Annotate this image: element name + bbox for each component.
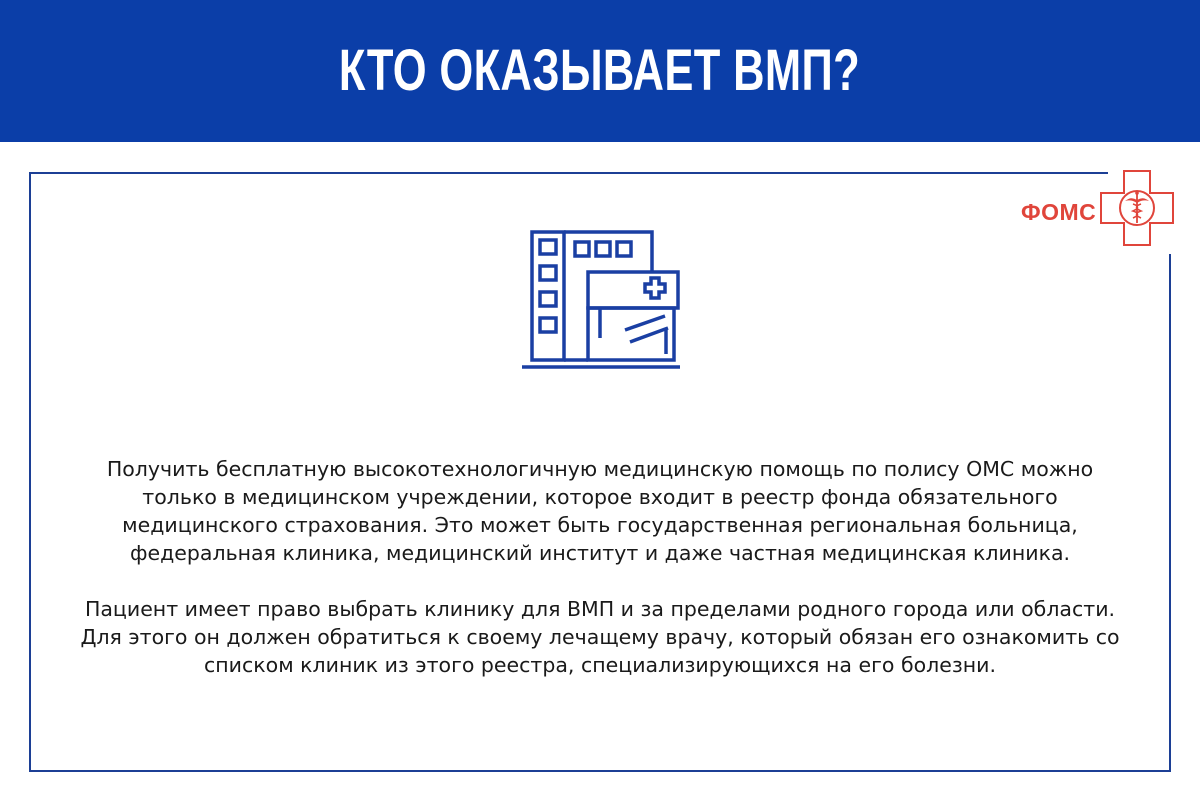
hospital-building-icon <box>520 228 682 372</box>
foms-logo-text: ФОМС <box>1021 199 1097 225</box>
medical-cross-caduceus-icon <box>1098 168 1176 248</box>
header-banner <box>0 0 1200 142</box>
page-title: КТО ОКАЗЫВАЕТ ВМП? <box>339 38 861 103</box>
body-text <box>40 455 1160 679</box>
foms-logo <box>1016 168 1180 250</box>
paragraph-2: Пациент имеет право выбрать клинику для ВМП и за пределами родного города или области. Для этого он должен обратиться к своему лечащему врачу, который обязан его ознакомить со списком клиник из этого реестра, специализирующихся на его болезни. <box>80 597 1120 677</box>
paragraph-1: Получить бесплатную высокотехнологичную медицинскую помощь по полису ОМС можно только в медицинском учреждении, которое входит в реестр фонда обязательного медицинского страхования. Это может быть государственная региональная больница, федеральная клиника, медицинский институт и даже частная медицинская клиника. <box>106 457 1094 565</box>
